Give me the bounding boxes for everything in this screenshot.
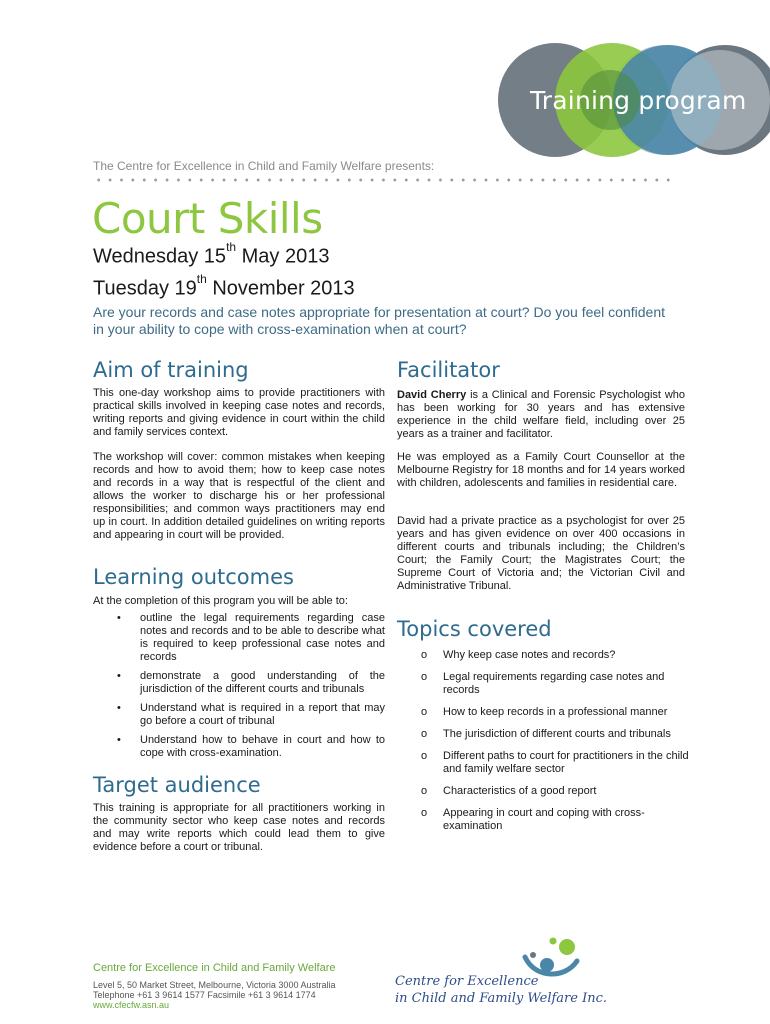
facilitator-name: David Cherry xyxy=(397,389,467,401)
list-item: • Understand how to behave in court and how to cope with cross-examination. xyxy=(117,734,385,759)
footer-website-link[interactable]: www.cfecfw.asn.au xyxy=(93,1000,170,1010)
list-item: o How to keep records in a professional manner xyxy=(421,706,668,718)
target-audience-heading: Target audience xyxy=(93,773,261,797)
aim-paragraph-1: This one-day workshop aims to provide practitioners with practical skills involved in keeping case notes and records, writing reports and giving evidence in court within the child and family services context. xyxy=(93,387,385,438)
intro-question: Are your records and case notes appropriate for presentation at court? Do you feel confident in your ability to cope with cross-examination when at court? xyxy=(93,304,666,337)
target-audience-text: This training is appropriate for all practitioners working in the community sector who keep case notes and records and may write reports which could lead them to give evidence before a court or tribunal. xyxy=(93,802,385,853)
list-item: o Legal requirements regarding case notes and records xyxy=(421,671,665,696)
facilitator-paragraph-2: He was employed as a Family Court Counsellor at the Melbourne Registry for 18 months and for 14 years worked with children, adolescents and families in residential care. xyxy=(397,451,685,489)
learning-outcomes-lead: At the completion of this program you will be able to: xyxy=(93,595,348,607)
course-title: Court Skills xyxy=(92,194,323,243)
footer-phone: Telephone +61 3 9614 1577 Facsimile +61 3 9614 1774 xyxy=(93,990,316,1000)
footer-organisation: Centre for Excellence in Child and Family Welfare xyxy=(93,962,336,974)
presenter-line: The Centre for Excellence in Child and Family Welfare presents: xyxy=(93,159,435,173)
list-item: • Understand what is required in a report that may go before a court of tribunal xyxy=(117,702,385,727)
facilitator-heading: Facilitator xyxy=(397,358,500,382)
list-item: o Characteristics of a good report xyxy=(421,785,597,797)
session-date-2: Tuesday 19th November 2013 xyxy=(93,272,355,300)
list-item: o Different paths to court for practitioners in the child and family welfare sector xyxy=(421,750,689,775)
footer-address: Level 5, 50 Market Street, Melbourne, Victoria 3000 Australia xyxy=(93,980,336,990)
list-item: o The jurisdiction of different courts and tribunals xyxy=(421,728,671,740)
list-item: o Appearing in court and coping with cross-examination xyxy=(421,807,645,832)
learning-outcomes-heading: Learning outcomes xyxy=(93,565,294,589)
list-item: • outline the legal requirements regarding case notes and records and to be able to describe what is required to keep professional case notes and records xyxy=(117,612,385,663)
facilitator-paragraph-3: David had a private practice as a psychologist for over 25 years and has given evidence on over 400 occasions in different courts and tribunals including; the Children’s Court; the Family Court; the Magistrates Court; the Supreme Court of Victoria and; the Victorian Civil and Administrative Tribunal. xyxy=(397,515,685,592)
training-program-title: Training program xyxy=(530,86,747,115)
topics-heading: Topics covered xyxy=(397,617,552,641)
topics-list xyxy=(415,649,690,841)
logo-text-line-1: Centre for Excellence xyxy=(395,974,539,989)
list-item: • demonstrate a good understanding of the jurisdiction of the different courts and tribunals xyxy=(117,670,385,695)
dotted-divider xyxy=(93,176,678,184)
aim-paragraph-2: The workshop will cover: common mistakes when keeping records and how to avoid them; how to keep case notes and records in a way that is respectful of the client and allows the worker to discharge his or her professional responsibilities; and common ways practitioners may end up in court. In addition detailed guidelines on writing reports and appearing in court will be provided. xyxy=(93,451,385,541)
logo-text-line-2: in Child and Family Welfare Inc. xyxy=(395,991,608,1006)
learning-outcomes-list xyxy=(93,612,385,766)
aim-heading: Aim of training xyxy=(93,358,249,382)
header-circles xyxy=(0,0,770,160)
facilitator-paragraph-1: David Cherry is a Clinical and Forensic Psychologist who has been working for 30 years and has extensive experience in the child welfare field, including over 25 years as a trainer and facilitator. xyxy=(397,389,685,440)
session-date-1: Wednesday 15th May 2013 xyxy=(93,240,330,268)
list-item: o Why keep case notes and records? xyxy=(421,649,616,661)
